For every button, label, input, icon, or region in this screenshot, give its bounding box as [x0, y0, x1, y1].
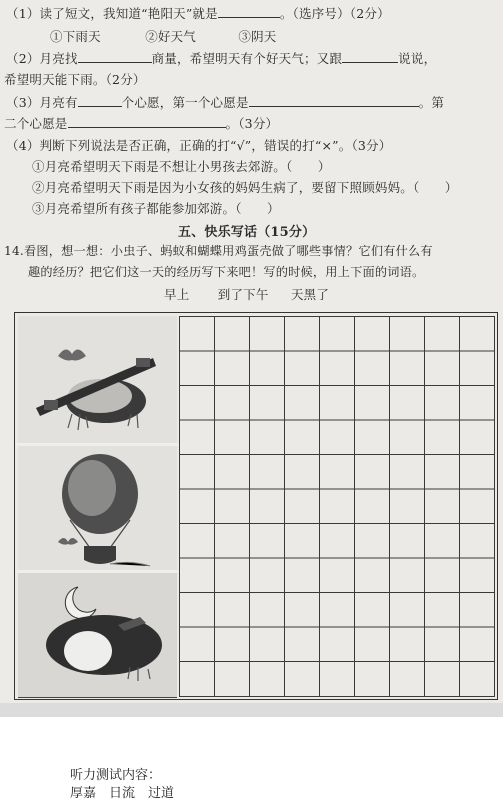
q4-title: （4）判断下列说法是否正确，正确的打“√”，错误的打“×”。（3分） — [6, 138, 392, 153]
q1-option-1: ①下雨天 — [50, 29, 101, 44]
picture-seesaw — [18, 316, 177, 444]
q14-words — [164, 285, 329, 303]
page-gap — [0, 703, 503, 717]
listening-title: 听力测试内容： — [70, 768, 162, 783]
q3-text-e: 。（3分） — [225, 116, 279, 131]
writing-grid — [179, 316, 495, 697]
section-title: 五、快乐写话（15分） — [178, 225, 316, 240]
q2-text-a: （2）月亮找 — [6, 51, 78, 66]
q4-item-2: ②月亮希望明天下雨是因为小女孩的妈妈生病了，要留下照顾妈妈。（ ） — [32, 180, 458, 195]
q3-text-b: 个心愿，第一个心愿是 — [121, 95, 249, 110]
listening-partial-line: 厚嘉 日流 过道 — [70, 786, 175, 801]
writing-area — [14, 312, 498, 700]
q1-options — [50, 27, 276, 45]
q1-line — [6, 4, 390, 22]
night-illustration — [18, 573, 177, 697]
q3-text-d: 二个心愿是 — [4, 116, 68, 131]
q3-text-a: （3）月亮有 — [6, 95, 78, 110]
q2-text-c: 说说， — [398, 51, 437, 66]
q2-line2 — [4, 70, 146, 88]
q1-points: 。（选序号）（2分） — [279, 6, 390, 21]
seesaw-illustration — [18, 316, 177, 443]
q1-text: （1）读了短文，我知道“艳阳天”就是 — [6, 6, 218, 21]
q14-line2: 趣的经历？把它们这一天的经历写下来吧！写的时候，用上下面的词语。 — [28, 265, 425, 279]
q4-item-1: ①月亮希望明天下雨是不想让小男孩去郊游。（ ） — [32, 159, 331, 174]
word-afternoon: 到了下午 — [217, 287, 269, 302]
q3-blank-3 — [68, 115, 226, 128]
q1-option-3: ③阴天 — [238, 29, 277, 44]
word-morning: 早上 — [164, 287, 190, 302]
q3-text-c: 。第 — [418, 95, 445, 110]
q3-line2 — [4, 114, 278, 132]
q3-blank-2 — [249, 94, 419, 107]
q3-blank-1 — [78, 94, 122, 107]
q2-blank-1 — [78, 50, 152, 63]
picture-balloon — [18, 446, 177, 571]
balloon-illustration — [18, 446, 177, 570]
q4-item-3: ③月亮希望所有孩子都能参加郊游。（ ） — [32, 201, 280, 216]
q1-blank — [218, 5, 280, 18]
q2-line — [6, 49, 436, 67]
q2-text-d: 希望明天能下雨。（2分） — [4, 72, 146, 87]
q3-line — [6, 93, 444, 111]
picture-night — [18, 573, 177, 698]
q1-option-2: ②好天气 — [145, 29, 196, 44]
q2-text-b: 商量，希望明天有个好天气；又跟 — [151, 51, 343, 66]
q14-line1: 14.看图，想一想：小虫子、蚂蚁和蝴蝶用鸡蛋壳做了哪些事情？它们有什么有 — [4, 244, 433, 258]
q2-blank-2 — [342, 50, 398, 63]
word-dark: 天黑了 — [290, 287, 330, 302]
